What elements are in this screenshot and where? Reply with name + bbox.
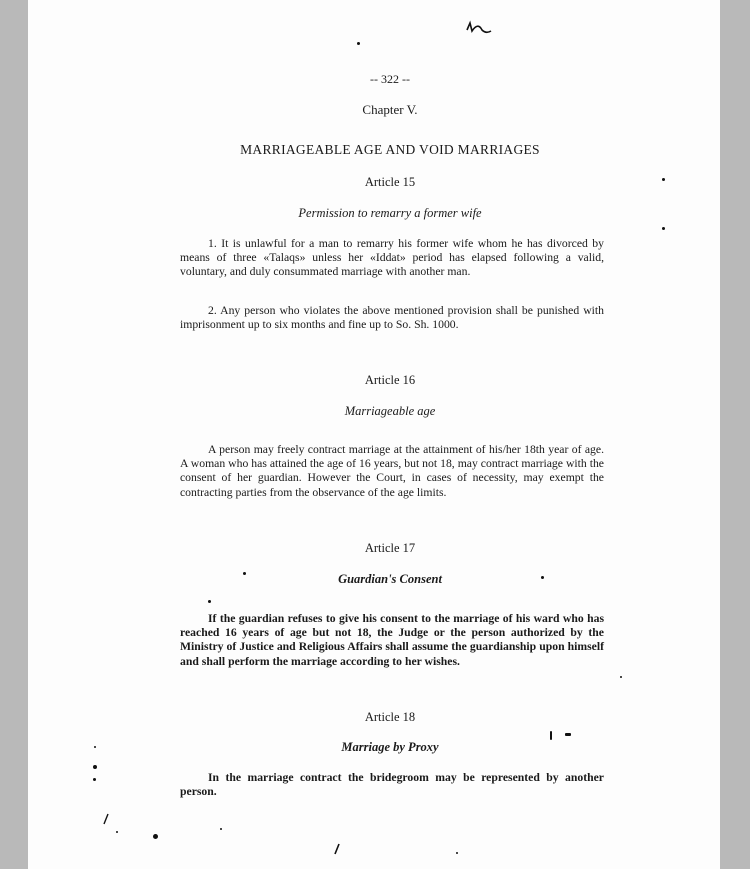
- chapter-heading: Chapter V.: [362, 102, 418, 117]
- pen-stroke-icon: [330, 842, 342, 856]
- scan-speck: [565, 733, 571, 736]
- article-16-heading: Article 16: [364, 373, 416, 387]
- page-number: -- 322 --: [370, 72, 410, 86]
- article-17-paragraph: If the guardian refuses to give his consent to the marriage of his ward who has reached 16 years of age but not 18, the Judge or the person authorized by the Ministry of Justice and Religious Affairs shall assume the guardianship upon himself and shall perform the marriage according to her wishes.: [180, 612, 604, 668]
- article-18-subheading: Marriage by Proxy: [341, 740, 439, 754]
- article-16-subheading: Marriageable age: [344, 404, 436, 418]
- scan-speck: [456, 852, 458, 854]
- chapter-title: MARRIAGEABLE AGE AND VOID MARRIAGES: [240, 142, 540, 157]
- scan-speck: [93, 778, 96, 781]
- article-16-paragraph: A person may freely contract marriage at the attainment of his/her 18th year of age. A woman who has attained the age of 16 years, but not 18, may contract marriage with the consent of her guardian. However the Court, in cases of necessity, may exempt the contracting parties from the observance of the age limits.: [180, 443, 604, 499]
- scan-speck: [116, 831, 118, 833]
- scan-speck: [357, 42, 360, 45]
- scan-speck: [208, 600, 211, 603]
- scan-speck: [220, 828, 222, 830]
- handwritten-mark-icon: [464, 20, 494, 38]
- article-15-paragraph-1: 1. It is unlawful for a man to remarry his former wife whom he has divorced by means of three «Talaqs» unless her «Iddat» period has elapsed following a valid, voluntary, and duly consummated marriage with another man.: [180, 237, 604, 279]
- scan-speck: [550, 731, 552, 740]
- article-15-subheading: Permission to remarry a former wife: [298, 206, 482, 220]
- pen-stroke-icon: [100, 812, 112, 826]
- article-17-subheading: Guardian's Consent: [338, 572, 442, 586]
- scan-speck: [662, 227, 665, 230]
- article-18-heading: Article 18: [364, 710, 416, 724]
- scan-speck: [541, 576, 544, 579]
- document-page: [28, 0, 720, 869]
- scan-speck: [620, 676, 622, 678]
- article-15-heading: Article 15: [364, 175, 416, 189]
- article-17-heading: Article 17: [364, 541, 416, 555]
- scan-speck: [94, 746, 96, 748]
- scan-speck: [93, 765, 97, 769]
- article-18-paragraph: In the marriage contract the bridegroom may be represented by another person.: [180, 771, 604, 799]
- scan-speck: [153, 834, 158, 839]
- scan-speck: [662, 178, 665, 181]
- scan-speck: [243, 572, 246, 575]
- article-15-paragraph-2: 2. Any person who violates the above mentioned provision shall be punished with imprisonment up to six months and fine up to So. Sh. 1000.: [180, 304, 604, 332]
